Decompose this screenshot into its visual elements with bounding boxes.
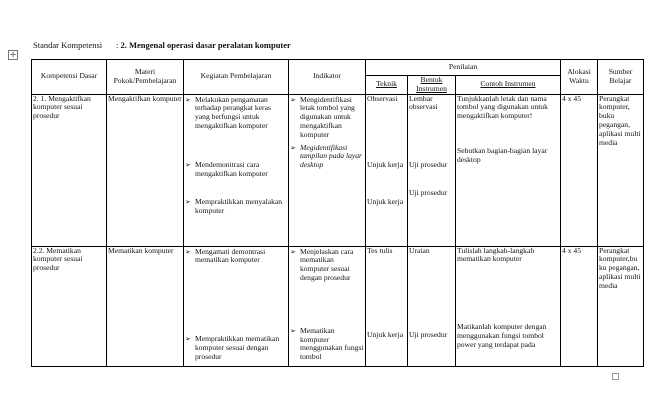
cell-bentuk: Lembar observasi Uji prosedur Uji prosedur (408, 94, 456, 246)
arrow-bullet-icon: ➢ (185, 95, 191, 104)
list-item: ➢ Mempraktikkan menyalakan komputer (185, 197, 283, 216)
resize-corner-icon[interactable] (612, 373, 619, 380)
table-row (32, 246, 644, 366)
list-item: ➢ Menjelaskan cara mematikan komputer sesuai dengan prosedur (290, 246, 354, 282)
list-item: ➢ Mempraktikkan mematikan komputer sesuai dengan prosedur (185, 334, 280, 361)
arrow-bullet-icon: ➢ (185, 198, 191, 207)
cell-indikator (289, 94, 366, 246)
list-item: ➢ Melakukan pengamatan terhadap perangkat keras yang berfungsi untuk mengaktifkan komputer (185, 94, 271, 130)
standard-label: Standar Kompetensi (33, 40, 103, 50)
cell-indikator (289, 246, 366, 366)
header-sumber: Sumber Belajar (598, 60, 644, 95)
cell-materi: Mematikan komputer (107, 246, 184, 366)
arrow-bullet-icon: ➢ (290, 95, 296, 104)
arrow-bullet-icon: ➢ (185, 247, 191, 256)
header-kegiatan: Kegiatan Pembelajaran (184, 60, 289, 95)
cell-kompetensi: 2.2. Mematikan komputer sesuai prosedur (32, 246, 107, 366)
cell-bentuk: Uraian Uji prosedur (408, 246, 456, 366)
list-item: ➢ Mendemonitrasi cara mengaktifkan komputer (185, 159, 268, 178)
cell-alokasi: 4 x 45 (561, 94, 598, 246)
header-materi: Materi Pokok/Pembelajaran (107, 60, 184, 95)
arrow-bullet-icon: ➢ (290, 247, 296, 256)
cell-kegiatan (184, 94, 289, 246)
move-cross-icon[interactable]: ✛ (8, 50, 18, 60)
header-penilaian: Penilaian (366, 60, 561, 76)
syllabus-table (31, 59, 644, 367)
arrow-bullet-icon: ➢ (290, 326, 296, 335)
arrow-bullet-icon: ➢ (185, 160, 191, 169)
header-teknik: Teknik (366, 76, 408, 95)
header-contoh: Contoh Instrumen (456, 76, 561, 95)
cell-kompetensi: 2. 1. Mengaktifkan komputer sesuai prosedur (32, 94, 107, 246)
header-bentuk: Bentuk Instrumen (408, 76, 456, 95)
arrow-bullet-icon: ➢ (185, 335, 191, 344)
cell-alokasi: 4 x 45 (561, 246, 598, 366)
cell-materi: Mengaktifkan komputer (107, 94, 184, 246)
list-item: ➢ Mengamati demontrasi mematikan komputer (185, 246, 266, 265)
cell-sumber: Perangkat komputer, buku pegangan, aplikasi multi media (598, 94, 644, 246)
list-item: ➢ Megidentifikasi tampilan pada layar desktop (290, 142, 363, 170)
cell-contoh: Tunjukkanlah letak dan nama tombol yang digunakan untuk mengaktifkan komputer! Sebutkan bagian-bagian layar desktop (456, 94, 561, 246)
header-kompetensi: Kompetensi Dasar (32, 60, 107, 95)
standard-competency (33, 40, 291, 50)
table-row (32, 94, 644, 246)
list-item: ➢ Mematikan komputer menggunakan fungsi tombol (290, 325, 364, 362)
arrow-bullet-icon: ➢ (290, 143, 296, 152)
cell-sumber: Perangkat komputer,bu ku pegangan, aplikasi multi media (598, 246, 644, 366)
standard-sep: : (116, 40, 119, 50)
header-indikator: Indikator (289, 60, 366, 95)
standard-value: 2. Mengenal operasi dasar peralatan komputer (120, 40, 291, 50)
list-item: ➢ Mengidentifikasi letak tombol yang digunakan untuk mengaktifkan komputer (290, 94, 355, 139)
cell-teknik: Observasi Unjuk kerja Unjuk kerja (366, 94, 408, 246)
cell-kegiatan (184, 246, 289, 366)
cell-teknik: Tes tulis Unjuk kerja (366, 246, 408, 366)
header-alokasi: Alokasi Waktu (561, 60, 598, 95)
cell-contoh: Tulislah langkah-langkah mematikan komputer Matikanlah komputer dengan menggunakan fungsi tombol power yang terdapat pada (456, 246, 561, 366)
